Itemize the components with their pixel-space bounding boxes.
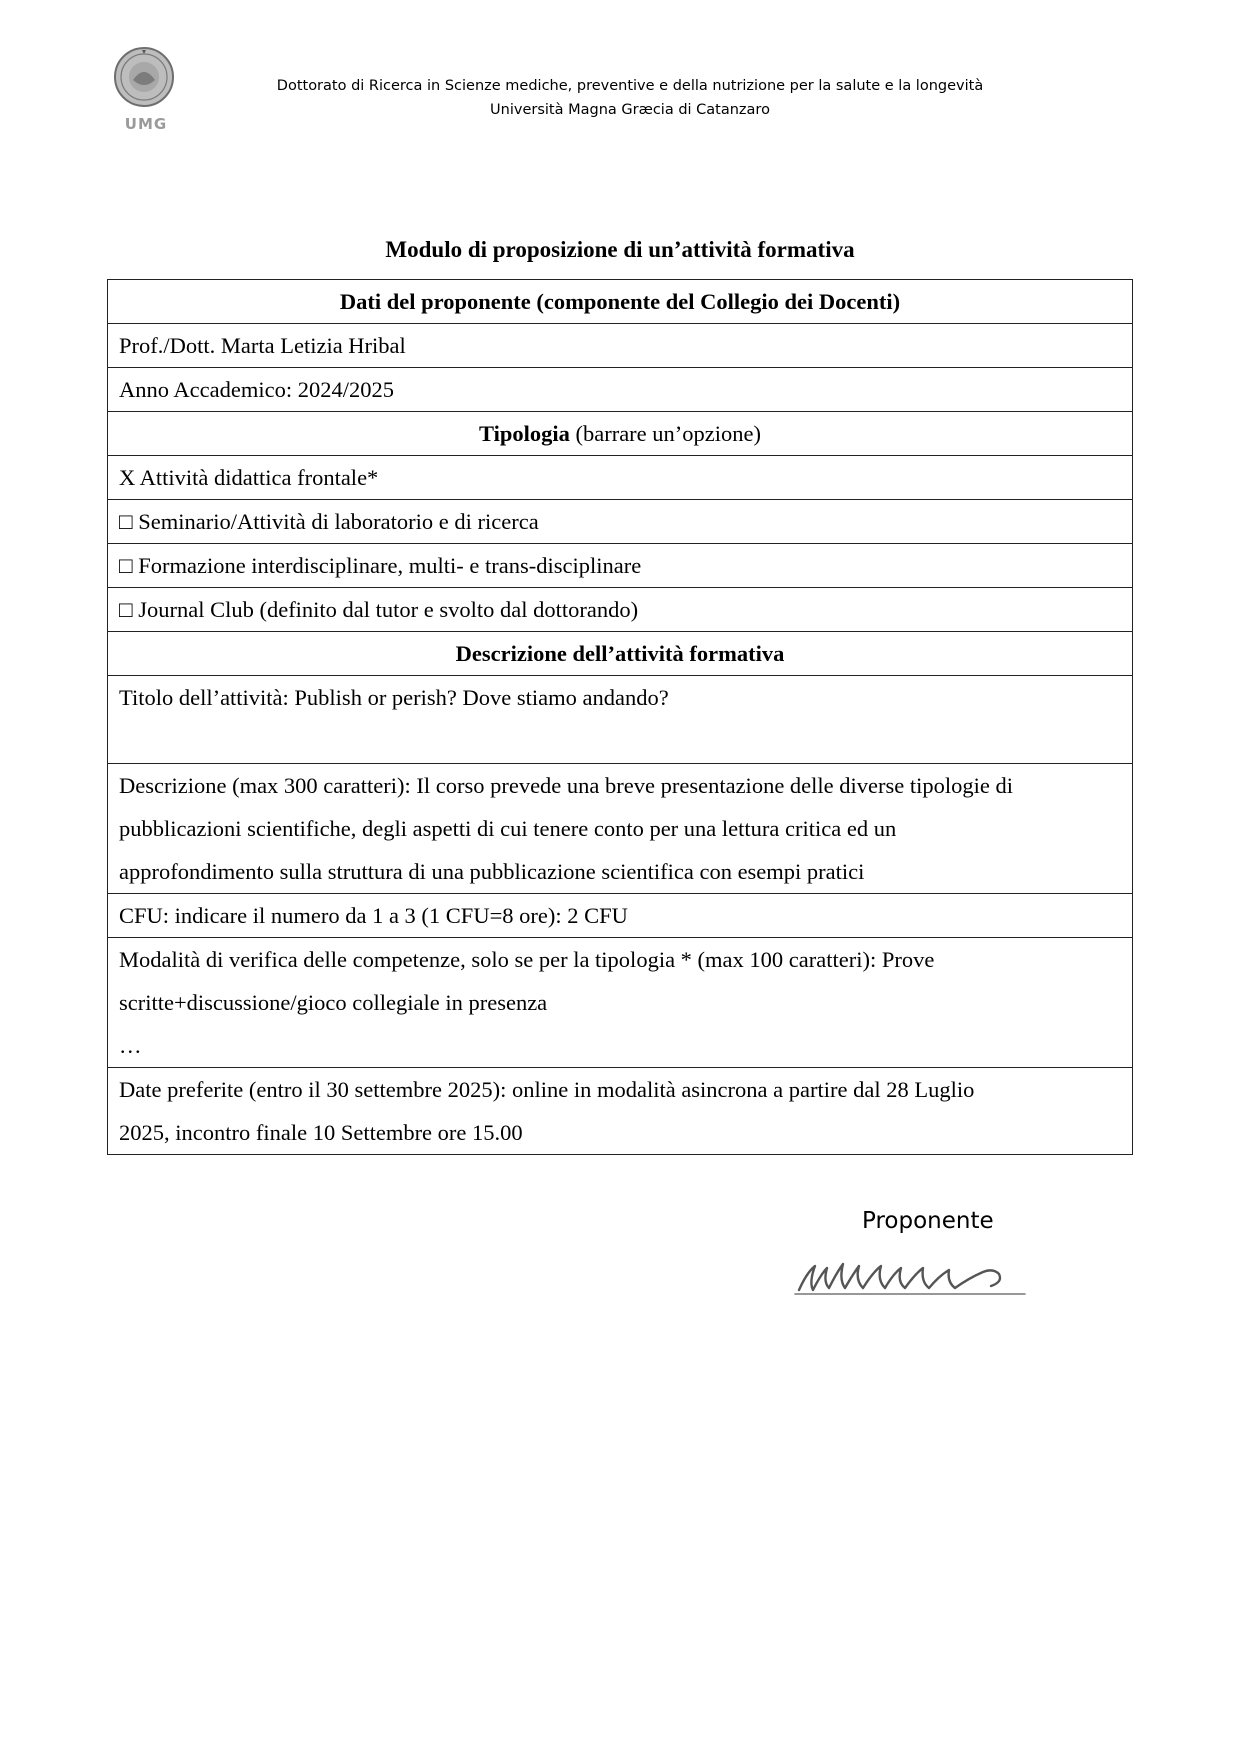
table-row (108, 676, 1133, 764)
tipologia-option-formazione: □ Formazione interdisciplinare, multi- e trans-disciplinare (108, 544, 1133, 588)
activity-description-field (108, 764, 1133, 894)
section-heading-proponente: Dati del proponente (componente del Collegio dei Docenti) (108, 280, 1133, 324)
verification-line: … (119, 1033, 142, 1058)
activity-title-field: Titolo dell’attività: Publish or perish? Dove stiamo andando? (108, 676, 1133, 764)
university-logo (110, 46, 182, 134)
section-heading-tipologia (108, 412, 1133, 456)
description-line: approfondimento sulla struttura di una pubblicazione scientifica con esempi pratici (119, 859, 865, 884)
table-row (108, 544, 1133, 588)
description-line: pubblicazioni scientifiche, degli aspetti di cui tenere conto per una lettura critica ed un (119, 816, 897, 841)
proponent-name-field: Prof./Dott. Marta Letizia Hribal (108, 324, 1133, 368)
table-row (108, 588, 1133, 632)
signature-image (793, 1252, 1031, 1298)
table-row (108, 938, 1133, 1068)
table-row (108, 632, 1133, 676)
preferred-dates-field (108, 1068, 1133, 1155)
tipologia-heading-bold: Tipologia (478, 421, 570, 446)
dates-line: 2025, incontro finale 10 Settembre ore 15.00 (119, 1120, 523, 1145)
verification-mode-field (108, 938, 1133, 1068)
table-row (108, 412, 1133, 456)
tipologia-option-journal-club: □ Journal Club (definito dal tutor e svolto dal dottorando) (108, 588, 1133, 632)
section-heading-descrizione: Descrizione dell’attività formativa (108, 632, 1133, 676)
tipologia-option-frontale: X Attività didattica frontale* (108, 456, 1133, 500)
tipologia-heading-note: (barrare un’opzione) (569, 421, 761, 446)
table-row (108, 500, 1133, 544)
table-row (108, 894, 1133, 938)
page-header (180, 74, 1080, 122)
table-row (108, 280, 1133, 324)
logo-text: UMG (124, 115, 168, 133)
verification-line: scritte+discussione/gioco collegiale in presenza (119, 990, 548, 1015)
table-row (108, 1068, 1133, 1155)
dates-line: Date preferite (entro il 30 settembre 2025): online in modalità asincrona a partire dal 28 Luglio (119, 1077, 975, 1102)
table-row (108, 764, 1133, 894)
form-title: Modulo di proposizione di un’attività formativa (385, 237, 855, 262)
university-seal-icon (113, 46, 175, 108)
cfu-field: CFU: indicare il numero da 1 a 3 (1 CFU=8 ore): 2 CFU (108, 894, 1133, 938)
tipologia-option-seminario: □ Seminario/Attività di laboratorio e di ricerca (108, 500, 1133, 544)
table-row (108, 456, 1133, 500)
table-row (108, 324, 1133, 368)
table-row (108, 368, 1133, 412)
verification-line: Modalità di verifica delle competenze, solo se per la tipologia * (max 100 caratteri): Prove (119, 947, 935, 972)
header-line-program: Dottorato di Ricerca in Scienze mediche, preventive e della nutrizione per la salute e la longevità (276, 78, 984, 94)
academic-year-field: Anno Accademico: 2024/2025 (108, 368, 1133, 412)
proponente-label: Proponente (862, 1208, 994, 1234)
description-line: Descrizione (max 300 caratteri): Il corso prevede una breve presentazione delle diverse tipologie di (119, 773, 1013, 798)
proposal-form-table (107, 279, 1133, 1155)
header-line-university: Università Magna Græcia di Catanzaro (490, 102, 770, 118)
